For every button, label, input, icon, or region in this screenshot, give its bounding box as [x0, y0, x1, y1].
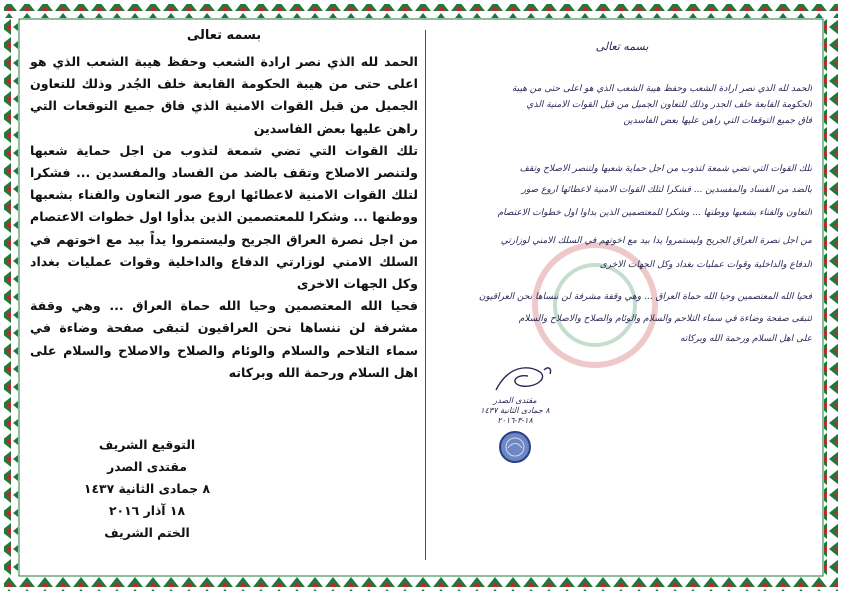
column-divider	[425, 30, 426, 560]
official-seal-icon	[498, 430, 532, 464]
handwritten-line: تلك القوات التي تضي شمعة لتذوب من اجل حماية شعبها ولتنصر الاصلاح وتقف	[519, 164, 812, 174]
signature-scribble	[488, 362, 558, 398]
signature-label: التوقيع الشريف	[98, 437, 196, 452]
handwritten-line: الحكومة القابعة خلف الجدر وذلك للتعاون الجميل من قبل القوات الامنية الذي	[526, 100, 812, 110]
handwritten-hijri-date: ٨ جمادى الثانية ١٤٣٧	[480, 406, 550, 415]
hijri-date: ٨ جمادى الثانية ١٤٣٧	[83, 481, 211, 496]
handwritten-line: الدفاع والداخلية وقوات عمليات بغداد وكل الجهات الاخرى	[599, 260, 812, 270]
gregorian-date: ١٨ آذار ٢٠١٦	[108, 503, 186, 518]
handwritten-line: التعاون والفناء بشعبها ووطنها ... وشكرا للمعتصمين الذين بدأوا اول خطوات الاعتصام	[497, 208, 812, 218]
basmala-heading: بسمه تعالى	[186, 28, 262, 43]
handwritten-letter	[432, 34, 812, 564]
handwritten-basmala: بسمه تعالى	[595, 40, 649, 53]
handwritten-gregorian-date: ١٨-٣-٢٠١٦	[497, 416, 533, 425]
handwritten-line: فحيا الله المعتصمين وحيا الله حماة العراق ... وهي وقفة مشرفة لن ننساها نحن العراقيون	[478, 292, 812, 302]
signatory-name: مقتدى الصدر	[107, 459, 187, 474]
handwritten-line: الحمد لله الذي نصر ارادة الشعب وحفظ هيبة الشعب الذي هو اعلى حتى من هيبة	[511, 84, 812, 94]
handwritten-line: فاق جميع التوقعات التي راهن عليها بعض الفاسدين	[623, 116, 812, 126]
typed-signature-block	[62, 434, 232, 544]
handwritten-line: بالضد من الفساد والمفسدين ... فشكرا لتلك القوات الامنية لاعطائها اروع صور	[521, 185, 812, 195]
handwritten-line: على اهل السلام ورحمة الله وبركاته	[680, 334, 812, 344]
paragraph-praise: الحمد لله الذي نصر ارادة الشعب وحفظ هيبة الشعب الذي هو اعلى حتى من هيبة الحكومة القابعة خلف الجُدر وذلك للتعاون الجميل من قبل القوات الامنية الذي فاق جميع التوقعات التي راهن عليها بعض الفاسدين	[30, 54, 418, 136]
handwritten-line: من اجل نصرة العراق الجريح وليستمروا يداً بيد مع اخوتهم في السلك الامني لوزارتي	[500, 236, 812, 246]
paragraph-thanks: تلك القوات التي تضي شمعة لتذوب من اجل حماية شعبها ولتنصر الاصلاح وتقف بالضد من الفساد والمفسدين ... فشكرا لتلك القوات الامنية لاعطائها اروع صور التعاون والفناء بشعبها ووطنها ... وشكرا للمعتصمين الذين بدأوا اول خطوات الاعتصام من اجل نصرة العراق الجريح وليستمروا يداً بيد مع اخوتهم في السلك الامني لوزارتي الدفاع والداخلية وقوات عمليات بغداد وكل الجهات الاخرى	[30, 142, 418, 292]
handwritten-signature-block	[480, 396, 550, 426]
handwritten-name: مقتدى الصدر	[493, 396, 537, 405]
seal-label: الختم الشريف	[104, 525, 190, 540]
paragraph-salute: فحيا الله المعتصمين وحيا الله حماة العراق ... وهي وقفة مشرفة لن ننساها نحن العراقيون لتبقى صفحة وضاءة في سماء التلاحم والسلام والوئام والصلاح والاصلاح والسلام على اهل السلام ورحمة الله وبركاته	[30, 298, 418, 380]
handwritten-line: لتبقى صفحة وضاءة في سماء التلاحم والسلام والوئام والصلاح والاصلاح والسلام	[518, 314, 812, 324]
